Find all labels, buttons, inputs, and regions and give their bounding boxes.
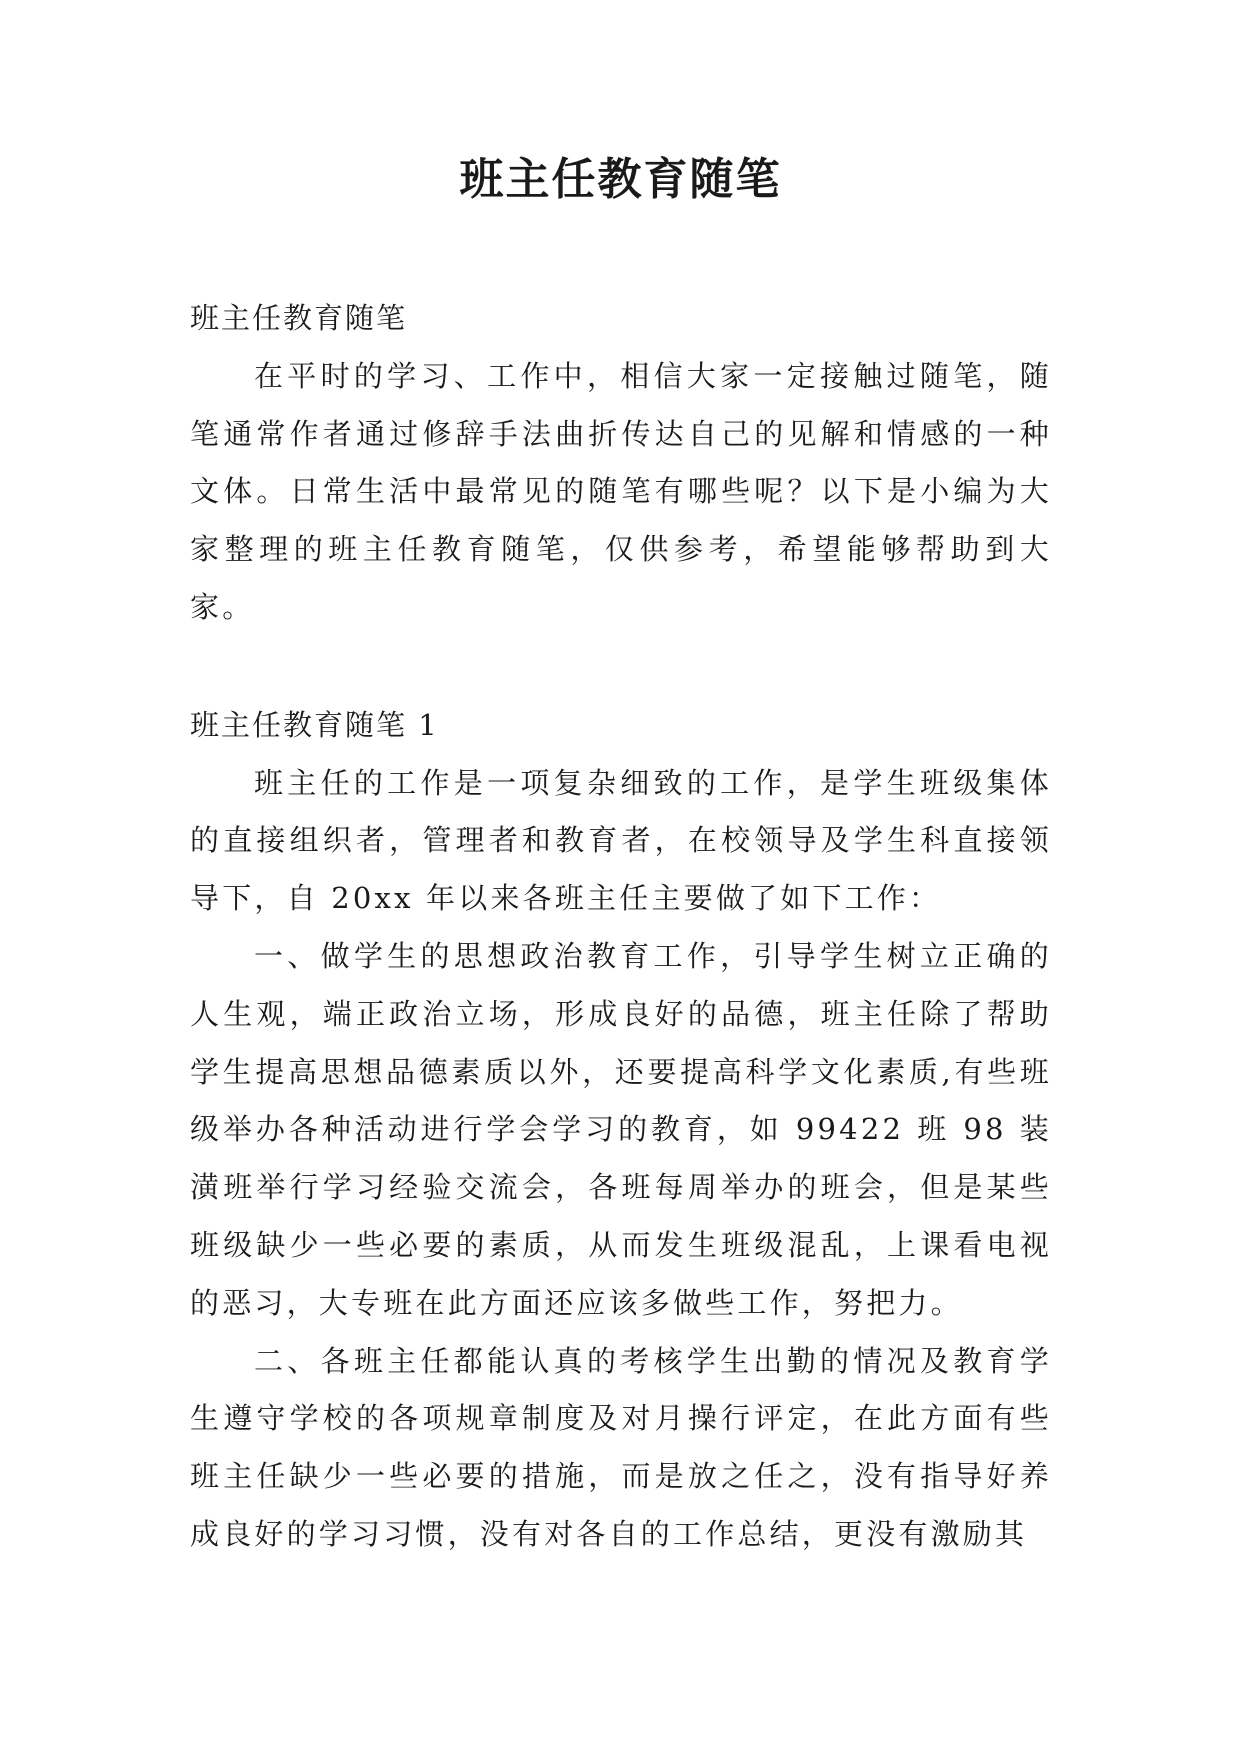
section-spacer: [190, 637, 1052, 697]
paragraph: 二、各班主任都能认真的考核学生出勤的情况及教育学生遵守学校的各项规章制度及对月操行评定，在此方面有些班主任缺少一些必要的措施，而是放之任之，没有指导好养成良好的学习习惯，没有对各自的工作总结，更没有激励其: [190, 1343, 1052, 1551]
section-heading: 班主任教育随笔 1: [190, 707, 439, 742]
document-body: [190, 290, 1052, 1564]
paragraph: 一、做学生的思想政治教育工作，引导学生树立正确的人生观，端正政治立场，形成良好的品德，班主任除了帮助学生提高思想品德素质以外，还要提高科学文化素质,有些班级举办各种活动进行学会学习的教育，如 99422 班 98 装潢班举行学习经验交流会，各班每周举办的班会，但是某些班级缺少一些必要的素质，从而发生班级混乱，上课看电视的恶习，大专班在此方面还应该多做些工作，努把力。: [190, 938, 1052, 1320]
intro-paragraph: 在平时的学习、工作中，相信大家一定接触过随笔，随笔通常作者通过修辞手法曲折传达自己的见解和情感的一种文体。日常生活中最常见的随笔有哪些呢？以下是小编为大家整理的班主任教育随笔，仅供参考，希望能够帮助到大家。: [190, 358, 1052, 624]
intro-heading: 班主任教育随笔: [190, 301, 408, 335]
paragraph: 班主任的工作是一项复杂细致的工作，是学生班级集体的直接组织者，管理者和教育者，在校领导及学生科直接领导下，自 20xx 年以来各班主任主要做了如下工作：: [190, 765, 1052, 916]
document-title: 班主任教育随笔: [459, 154, 782, 205]
